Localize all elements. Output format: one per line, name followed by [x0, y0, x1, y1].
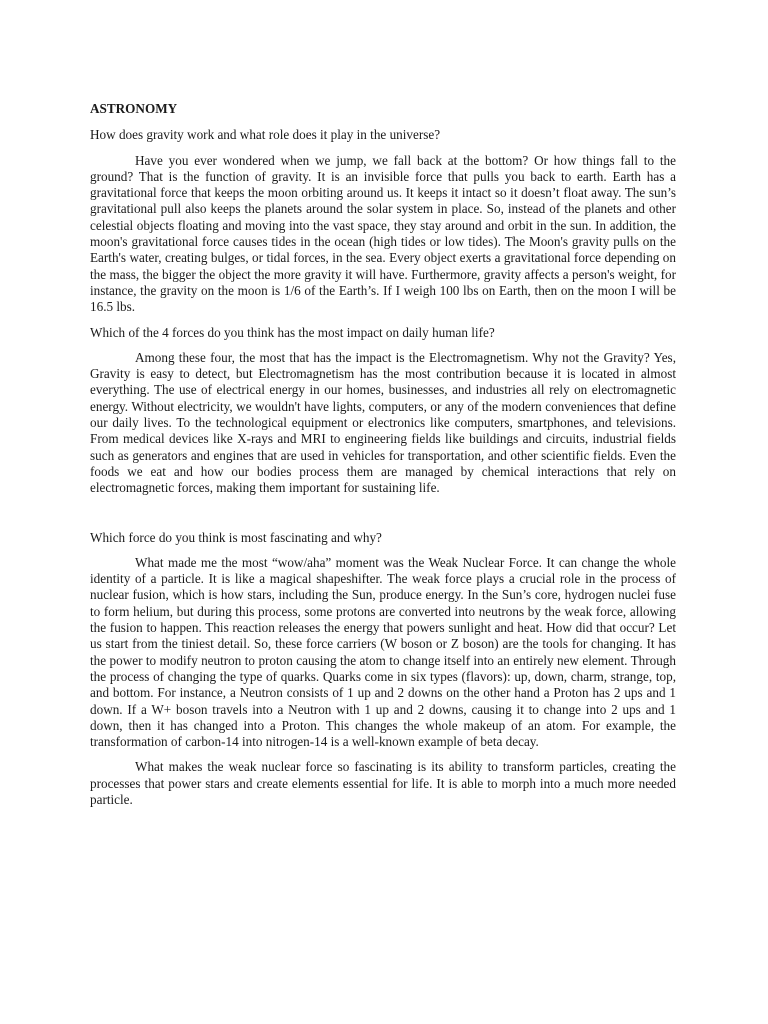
question-gravity: How does gravity work and what role does it play in the universe? [90, 127, 441, 143]
document-title: ASTRONOMY [90, 101, 178, 116]
blank-line [90, 506, 676, 530]
document-page [90, 101, 676, 817]
question-four-forces: Which of the 4 forces do you think has the most impact on daily human life? [90, 324, 495, 340]
paragraph-weak-force: What made me the most “wow/aha” moment was the Weak Nuclear Force. It can change the whole identity of a particle. It is like a magical shapeshifter. The weak force plays a crucial role in the process of nuclear fusion, which is how stars, including the Sun, produce energy. In the Sun’s core, hydrogen nuclei fuse to form helium, but during this process, some protons are converted into neutrons by the weak force, allowing the fusion to happen. This reaction releases the energy that powers sunlight and heat. How did that occur? Let us start from the tiniest detail. So, these force carriers (W boson or Z boson) are the tools for changing. It has the power to modify neutron to proton causing the atom to change itself into an entirely new element. Through the process of changing the type of quarks. Quarks come in six types (flavors): up, down, charm, strange, top, and bottom. For instance, a Neutron consists of 1 up and 2 downs on the other hand a Proton has 2 ups and 1 down. If a W+ boson travels into a Neutron with 1 up and 2 downs, causing it to change into 2 ups and 1 down, then it has changed into a Proton. This changes the whole makeup of an atom. For example, the transformation of carbon-14 into nitrogen-14 is a well-known example of beta decay. [90, 554, 676, 750]
paragraph-electromagnetism: Among these four, the most that has the impact is the Electromagnetism. Why not the Gravity? Yes, Gravity is easy to detect, but Electromagnetism has the most contribution because it is located in almost everything. The use of electrical energy in our homes, businesses, and industries all rely on electromagnetic energy. Without electricity, we wouldn't have lights, computers, or any of the modern conveniences that define our daily lives. To the technological equipment or electronics like computers, smartphones, and televisions. From medical devices like X-rays and MRI to engineering fields like buildings and circuits, industrial fields such as generators and engines that are used in vehicles for transportation, and other scientific fields. Even the foods we eat and how our bodies process them are managed by chemical interactions that rely on electromagnetic forces, making them important for sustaining life. [90, 349, 676, 496]
paragraph-gravity: Have you ever wondered when we jump, we fall back at the bottom? Or how things fall to the ground? That is the function of gravity. It is an invisible force that pulls you back to earth. Earth has a gravitational force that keeps the moon orbiting around us. It keeps it intact so it doesn’t float away. The sun’s gravitational pull also keeps the planets around the solar system in place. So, instead of the planets and other celestial objects floating and moving into the vast space, they stay around and orbit in the sun. In addition, the moon's gravitational force causes tides in the ocean (high tides or low tides). The Moon's gravity pulls on the Earth's water, creating bulges, or tidal forces, in the sea. Every object exerts a gravitational force depending on the mass, the bigger the object the more gravity it will have. Furthermore, gravity affects a person's weight, for instance, the gravity on the moon is 1/6 of the Earth’s. If I weigh 100 lbs on Earth, then on the moon I will be 16.5 lbs. [90, 152, 676, 315]
question-fascinating-force: Which force do you think is most fascinating and why? [90, 529, 382, 545]
paragraph-conclusion: What makes the weak nuclear force so fascinating is its ability to transform particles, creating the processes that power stars and create elements essential for life. It is able to morph into a much more needed particle. [90, 759, 676, 807]
